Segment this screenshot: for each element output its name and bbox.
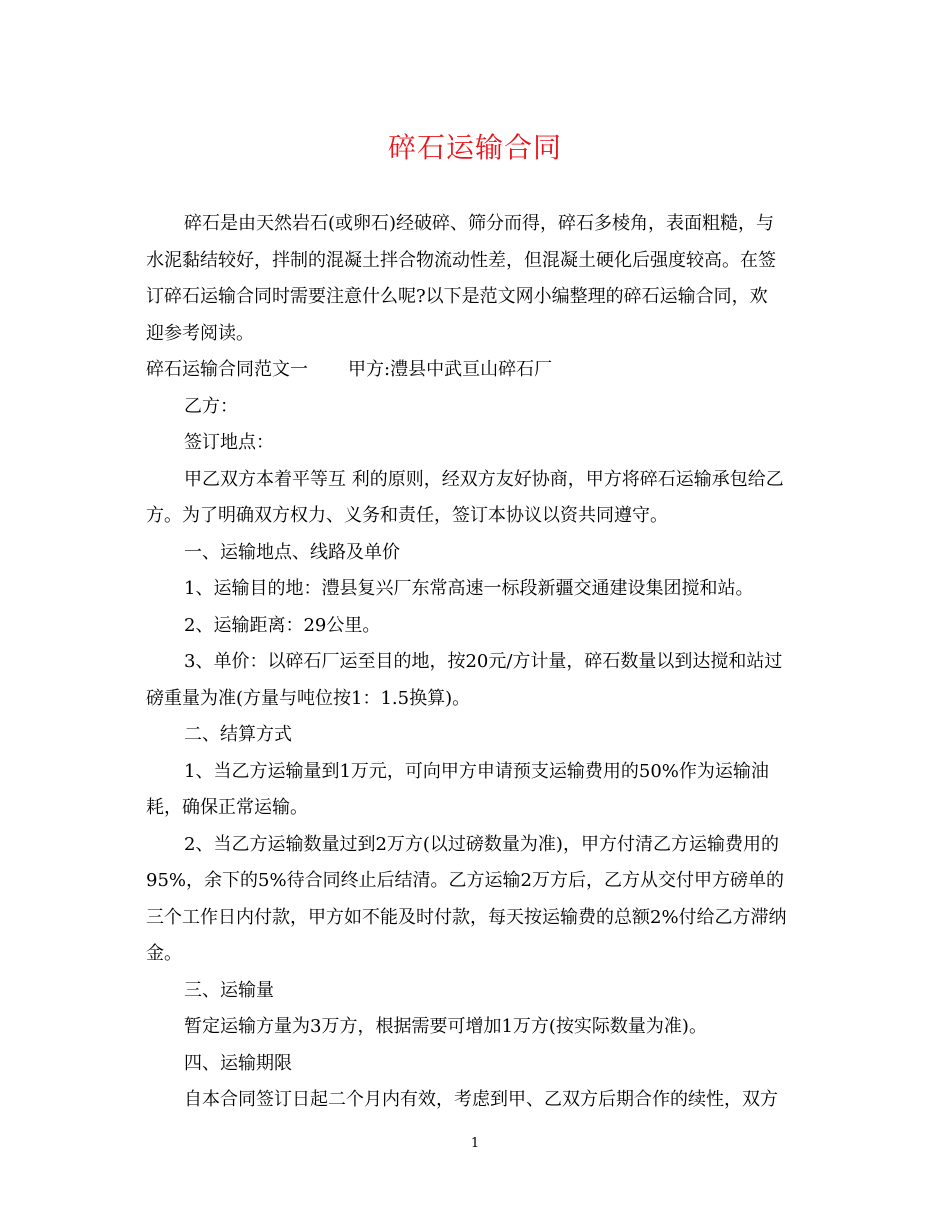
signing-place: 签订地点： xyxy=(184,432,274,453)
text-line: 磅重量为准(方量与吨位按1：1.5换算)。 xyxy=(146,687,471,709)
section-heading: 二、结算方式 xyxy=(184,724,292,745)
text-line: 2、运输距离：29公里。 xyxy=(184,614,381,636)
section-heading: 一、运输地点、线路及单价 xyxy=(184,541,400,563)
page-number: 1 xyxy=(470,1136,480,1151)
text-line: 1、运输目的地：澧县复兴厂东常高速一标段新疆交通建设集团搅和站。 xyxy=(184,578,754,599)
text-line: 2、当乙方运输数量过到2万方(以过磅数量为准)，甲方付清乙方运输费用的 xyxy=(184,833,779,855)
sample-heading: 碎石运输合同范文一 xyxy=(146,359,308,380)
text-line: 1、当乙方运输量到1万元，可向甲方申请预支运输费用的50%作为运输油 xyxy=(184,760,769,782)
text-line: 订碎石运输合同时需要注意什么呢?以下是范文网小编整理的碎石运输合同，欢 xyxy=(146,286,768,307)
text-line: 耗，确保正常运输。 xyxy=(146,797,308,818)
text-line: 95%，余下的5%待合同终止后结清。乙方运输2万方后，乙方从交付甲方磅单的 xyxy=(146,870,785,891)
text-line: 暂定运输方量为3万方，根据需要可增加1万方(按实际数量为准)。 xyxy=(184,1016,707,1037)
text-line: 三个工作日内付款，甲方如不能及时付款，每天按运输费的总额2%付给乙方滞纳 xyxy=(146,906,787,928)
text-line: 甲乙双方本着平等互 利的原则，经双方友好协商，甲方将碎石运输承包给乙 xyxy=(184,468,784,490)
text-line: 迎参考阅读。 xyxy=(146,322,254,344)
section-heading: 三、运输量 xyxy=(184,979,274,1001)
section-heading: 四、运输期限 xyxy=(184,1052,292,1074)
text-line: 方。为了明确双方权力、义务和责任，签订本协议以资共同遵守。 xyxy=(146,505,668,526)
contract-heading-line xyxy=(146,352,808,389)
document-title: 碎石运输合同 xyxy=(387,131,562,164)
text-line: 3、单价：以碎石厂运至目的地，按20元/方计量，碎石数量以到达搅和站过 xyxy=(184,651,783,672)
party-a: 甲方:澧县中武亘山碎石厂 xyxy=(348,359,553,380)
document-body xyxy=(146,206,808,1119)
text-line: 自本合同签订日起二个月内有效，考虑到甲、乙双方后期合作的续性，双方 xyxy=(184,1089,778,1110)
text-line: 金。 xyxy=(146,943,182,964)
party-b: 乙方： xyxy=(184,395,238,417)
text-line: 碎石是由天然岩石(或卵石)经破碎、筛分而得，碎石多棱角，表面粗糙，与 xyxy=(184,213,775,234)
text-line: 水泥黏结较好，拌制的混凝土拌合物流动性差，但混凝土硬化后强度较高。在签 xyxy=(146,249,776,271)
